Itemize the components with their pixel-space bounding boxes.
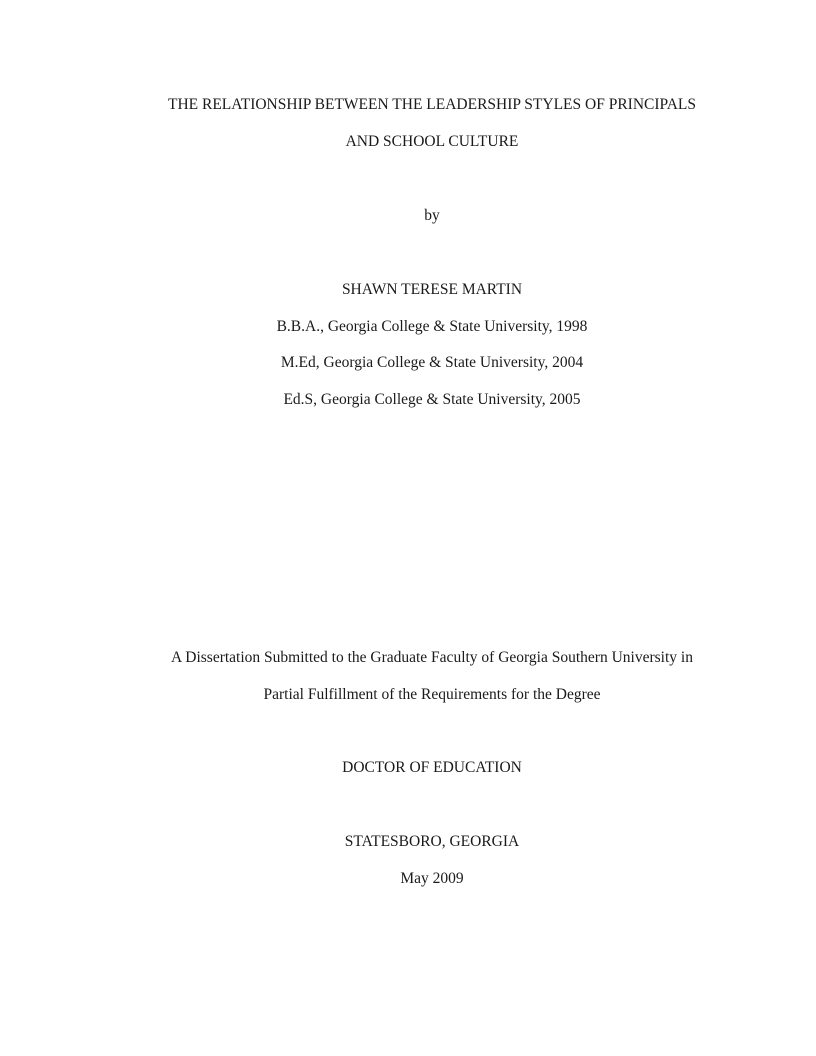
degree-name: DOCTOR OF EDUCATION — [342, 759, 522, 776]
date: May 2009 — [400, 870, 464, 887]
location: STATESBORO, GEORGIA — [344, 833, 520, 850]
submission-line-2: Partial Fulfillment of the Requirements for the Degree — [263, 686, 601, 703]
submission-line-1: A Dissertation Submitted to the Graduate Faculty of Georgia Southern University in — [171, 649, 693, 666]
degree-eds: Ed.S, Georgia College & State University, 2005 — [283, 391, 581, 408]
title-line-1: THE RELATIONSHIP BETWEEN THE LEADERSHIP STYLES OF PRINCIPALS — [167, 96, 697, 113]
degree-med: M.Ed, Georgia College & State University, 2004 — [280, 354, 584, 371]
degree-bba: B.B.A., Georgia College & State University, 1998 — [276, 318, 588, 335]
title-line-2: AND SCHOOL CULTURE — [345, 133, 519, 150]
author-name: SHAWN TERESE MARTIN — [341, 281, 523, 298]
by-label: by — [424, 207, 440, 224]
